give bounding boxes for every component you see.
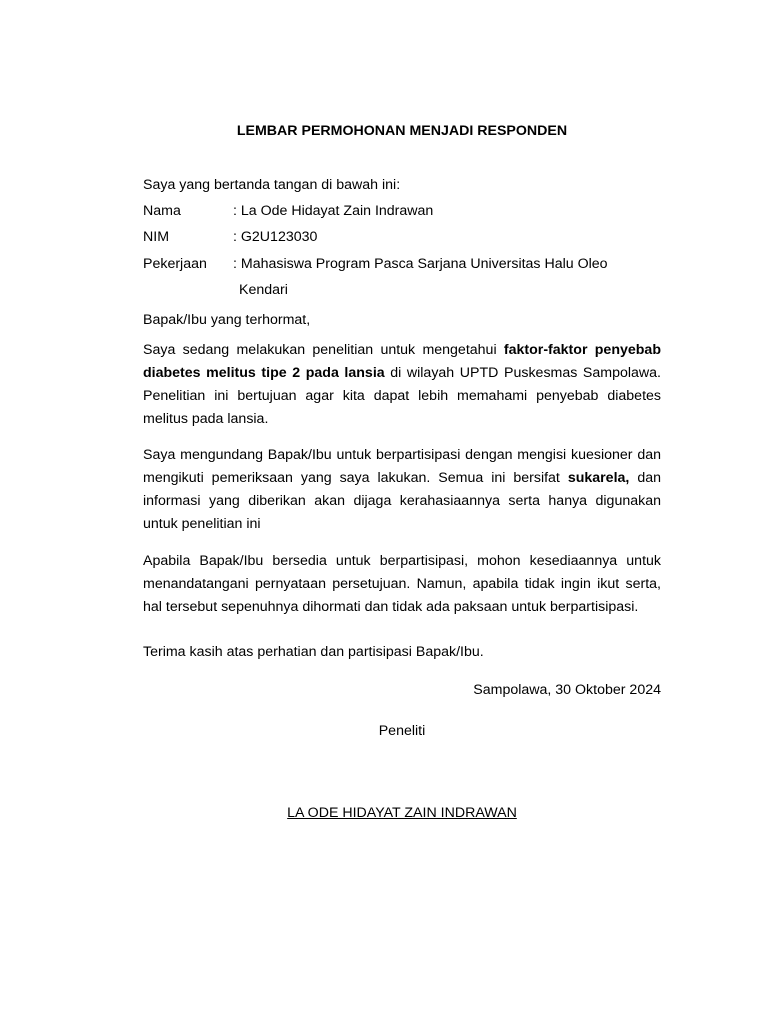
intro-text: Saya yang bertanda tangan di bawah ini: xyxy=(143,177,401,193)
name-label: Nama xyxy=(143,203,181,219)
nim-label: NIM xyxy=(143,229,170,245)
paragraph-purpose-text-end: di wilayah UPTD Puskesmas Sampolawa. Penelitian ini bertujuan agar kita dapat lebih memahami penyebab diabetes melitus pada lansia. xyxy=(143,365,662,427)
paragraph-invitation-text: Saya mengundang Bapak/Ibu untuk berpartisipasi dengan mengisi kuesioner dan mengikuti pemeriksaan yang saya lakukan. Semua ini bersifat xyxy=(143,447,661,486)
nim-value: : G2U123030 xyxy=(233,229,318,245)
paragraph-purpose-emphasis: faktor-faktor penyebab diabetes melitus tipe 2 pada lansia xyxy=(143,342,661,381)
identity-name-row xyxy=(143,203,661,220)
signer-role: Peneliti xyxy=(378,723,426,739)
job-value-continuation: Kendari xyxy=(239,282,288,298)
paragraph-consent: Apabila Bapak/Ibu bersedia untuk berpartisipasi, mohon kesediaannya untuk menandatangani pernyataan persetujuan. Namun, apabila tidak ingin ikut serta, hal tersebut sepenuhnya dihormati dan tidak ada paksaan untuk berpartisipasi. xyxy=(143,553,661,615)
name-value: : La Ode Hidayat Zain Indrawan xyxy=(233,203,434,219)
paragraph-invitation-text-end: dan informasi yang diberikan akan dijaga kerahasiaannya serta hanya digunakan untuk penelitian ini xyxy=(143,470,661,532)
signer-name-block xyxy=(143,805,661,822)
paragraph-purpose xyxy=(143,339,661,431)
document-title: LEMBAR PERMOHONAN MENJADI RESPONDEN xyxy=(236,123,568,139)
place-date: Sampolawa, 30 Oktober 2024 xyxy=(473,682,661,698)
identity-nim-row xyxy=(143,229,661,246)
paragraph-invitation-emphasis: sukarela, xyxy=(567,470,630,486)
job-label: Pekerjaan xyxy=(143,256,207,272)
signer-name: LA ODE HIDAYAT ZAIN INDRAWAN xyxy=(287,805,517,821)
paragraph-purpose-text: Saya sedang melakukan penelitian untuk mengetahui xyxy=(143,342,504,358)
job-value: : Mahasiswa Program Pasca Sarjana Universitas Halu Oleo xyxy=(233,256,608,272)
identity-job-row xyxy=(143,256,661,273)
paragraph-invitation xyxy=(143,444,661,536)
salutation: Bapak/Ibu yang terhormat, xyxy=(143,312,311,328)
thanks-text: Terima kasih atas perhatian dan partisipasi Bapak/Ibu. xyxy=(143,644,484,660)
